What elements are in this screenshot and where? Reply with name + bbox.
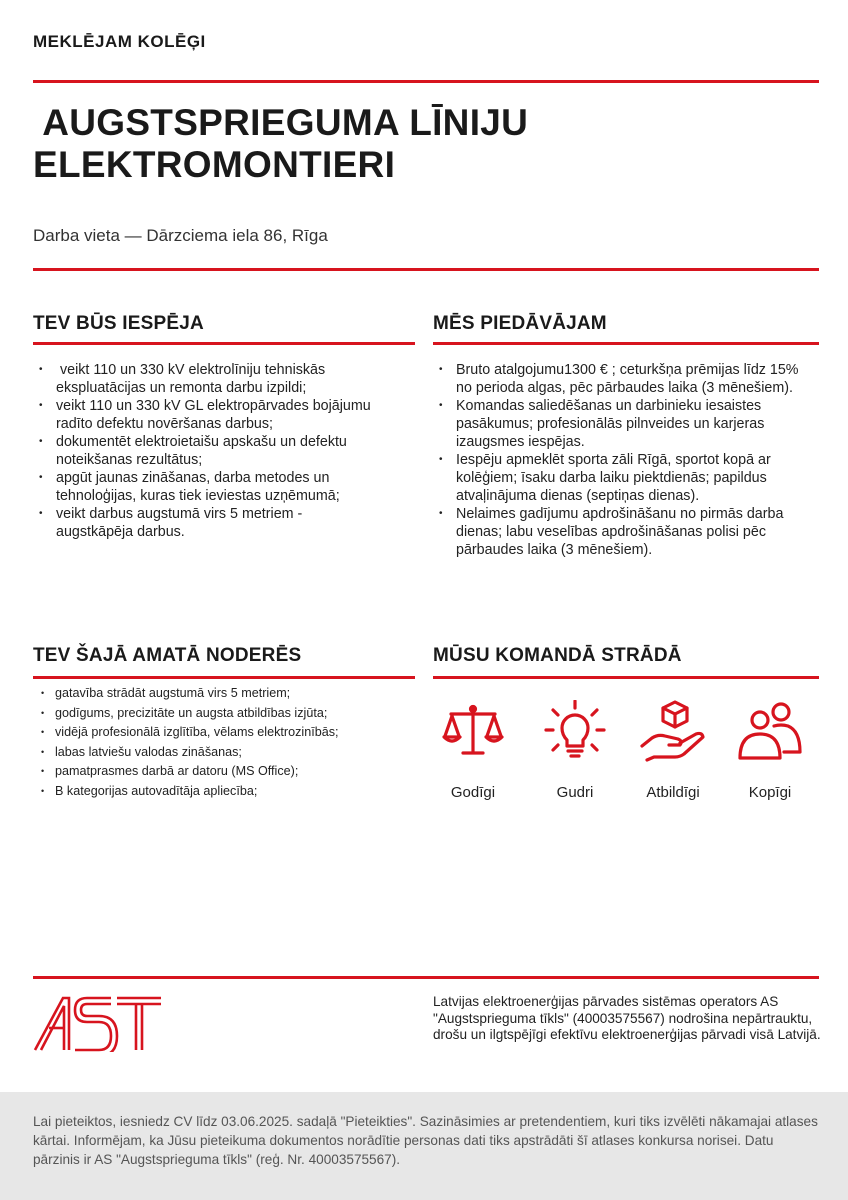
footer-banner <box>0 1092 848 1200</box>
value-label: Godīgi <box>450 784 496 801</box>
value-label: Kopīgi <box>748 784 792 801</box>
value-label: Atbildīgi <box>646 784 700 801</box>
scales-icon <box>441 700 505 762</box>
list-item: • godīgums, precizitāte un augsta atbildības izjūta; <box>33 704 403 724</box>
list-item: • Nelaimes gadījumu apdrošināšanu no pirmās darba dienas; labu veselības apdrošināšanas polisi pēc pārbaudes laika (3 mēnešiem). <box>433 505 808 559</box>
requirements-list <box>33 684 403 801</box>
company-description: Latvijas elektroenerģijas pārvades sistēmas operators AS "Augstsprieguma tīkls" (40003575567) nodrošina nepārtrauktu, drošu un ilgtspējīgi efektīvu elektroenerģijas pārvadi visā Latvijā. <box>433 994 821 1042</box>
list-item: • Komandas saliedēšanas un darbinieku iesaistes pasākumus; profesionālās pilnveides un karjeras izaugsmes iespējas. <box>433 397 808 451</box>
hand-box-icon <box>638 700 708 762</box>
divider <box>33 676 415 679</box>
value-together <box>720 700 820 801</box>
people-icon <box>736 700 804 762</box>
opportunities-heading: TEV BŪS IESPĒJA <box>33 313 204 334</box>
opportunities-list <box>33 361 378 541</box>
list-item: • gatavība strādāt augstumā virs 5 metriem; <box>33 684 403 704</box>
value-label: Gudri <box>556 784 594 801</box>
list-item: • pamatprasmes darbā ar datoru (MS Office); <box>33 762 403 782</box>
value-honest <box>423 700 523 801</box>
job-title-line-2: ELEKTROMONTIERI <box>33 144 396 185</box>
divider <box>433 676 819 679</box>
list-item: • vidējā profesionālā izglītība, vēlams elektrozinībās; <box>33 723 403 743</box>
ast-logo <box>33 996 163 1052</box>
value-smart <box>525 700 625 801</box>
team-heading: MŪSU KOMANDĀ STRĀDĀ <box>433 645 682 666</box>
kicker-heading: MEKLĒJAM KOLĒĢI <box>33 32 206 51</box>
offer-list <box>433 361 808 559</box>
offer-heading: MĒS PIEDĀVĀJAM <box>433 313 607 334</box>
list-item: • veikt darbus augstumā virs 5 metriem - augstkāpēja darbus. <box>33 505 378 541</box>
list-item: • B kategorijas autovadītāja apliecība; <box>33 782 403 802</box>
list-item: • labas latviešu valodas zināšanas; <box>33 743 403 763</box>
application-notice: Lai pieteiktos, iesniedz CV līdz 03.06.2025. sadaļā "Pieteikties". Sazināsimies ar pretendentiem, kuri tiks izvēlēti nākamajai atlases kārtai. Informējam, ka Jūsu pieteikuma dokumentos norādītie personas dati tiks apstrādāti šī atlases konkursa norisei. Datu pārzinis ir AS "Augstsprieguma tīkls" (reģ. Nr. 40003575567). <box>33 1114 818 1167</box>
divider <box>433 342 819 345</box>
list-item: • Bruto atalgojumu1300 € ; ceturkšņa prēmijas līdz 15% no perioda algas, pēc pārbaudes laika (3 mēnešiem). <box>433 361 808 397</box>
list-item: • Iespēju apmeklēt sporta zāli Rīgā, sportot kopā ar kolēģiem; īsaku darba laiku piektdienās; papildus atvaļinājuma dienas (septiņas dienas). <box>433 451 808 505</box>
job-title-line-1: AUGSTSPRIEGUMA LĪNIJU <box>33 102 529 143</box>
divider <box>33 268 819 271</box>
list-item: • dokumentēt elektroietaišu apskašu un defektu noteikšanas rezultātus; <box>33 433 378 469</box>
job-title <box>33 102 733 186</box>
list-item: • veikt 110 un 330 kV elektrolīniju tehniskās ekspluatācijas un remonta darbu izpildi; <box>33 361 378 397</box>
list-item: • apgūt jaunas zināšanas, darba metodes un tehnoloģijas, kuras tiek ieviestas uzņēmumā; <box>33 469 378 505</box>
value-responsible <box>623 700 723 801</box>
divider <box>33 342 415 345</box>
lightbulb-icon <box>543 700 607 762</box>
list-item: • veikt 110 un 330 kV GL elektropārvades bojājumu radīto defektu novēršanas darbus; <box>33 397 378 433</box>
requirements-heading: TEV ŠAJĀ AMATĀ NODERĒS <box>33 645 302 666</box>
work-location: Darba vieta — Dārzciema iela 86, Rīga <box>33 226 328 245</box>
divider <box>33 976 819 979</box>
divider <box>33 80 819 83</box>
